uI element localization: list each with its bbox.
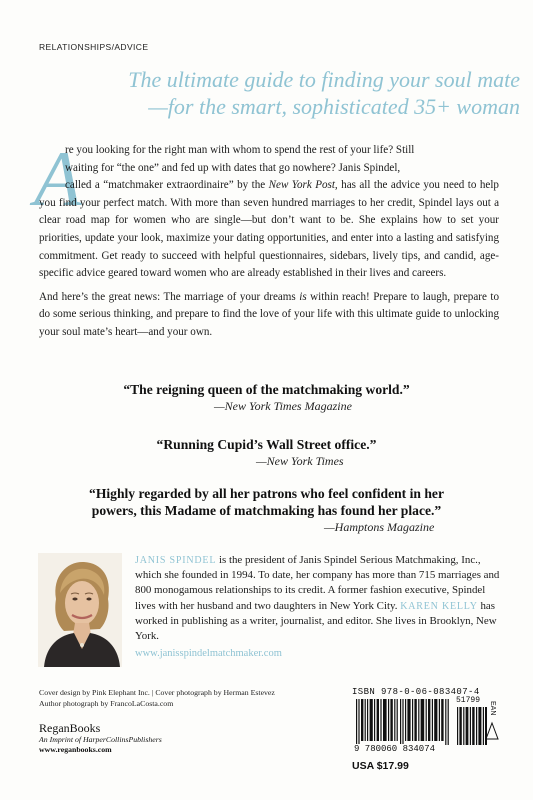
emphasis-text: is (299, 290, 307, 303)
quote-source: —New York Times Magazine (214, 399, 352, 413)
author-website-link[interactable]: www.janisspindelmatchmaker.com (135, 648, 282, 660)
body-line-text: called a “matchmaker extraordinaire” by the (65, 179, 266, 192)
body-line: re you looking for the right man with whom to spend the rest of your life? Still (65, 144, 415, 156)
ean-barcode (354, 699, 454, 745)
cover-credit: Cover design by Pink Elephant Inc. | Cover photograph by Herman Estevez (39, 688, 275, 697)
author-name-janis: JANIS SPINDEL (135, 555, 217, 566)
quote-3 (0, 485, 533, 535)
quote-text: “Running Cupid’s Wall Street office.” (156, 437, 377, 452)
quote-1 (0, 381, 533, 414)
quote-text: “Highly regarded by all her patrons who feel confident in her (89, 486, 444, 501)
addon-digits: 51799 (456, 696, 481, 705)
author-bio (135, 553, 500, 661)
body-line (39, 179, 420, 191)
body-line: waiting for “the one” and fed up with dates that go nowhere? Janis Spindel, (65, 161, 401, 174)
quote-source: —Hamptons Magazine (324, 520, 435, 534)
quote-text: “The reigning queen of the matchmaking world.” (123, 382, 410, 397)
body-paragraph-1 (39, 142, 499, 283)
quote-source: —New York Times (256, 454, 344, 468)
body-copy (39, 142, 499, 342)
category-label: RELATIONSHIPS/ADVICE (39, 42, 149, 52)
body-line-text: has all the advice (337, 179, 420, 192)
credits (39, 687, 275, 709)
body-text: And here’s the great news: The marriage of your dreams (39, 290, 300, 303)
publisher-block (39, 721, 162, 755)
publisher-name: ReganBooks (39, 721, 101, 735)
drop-cap: A (34, 135, 82, 222)
arrow-mark-icon (484, 721, 500, 743)
body-paragraph-2 (39, 289, 499, 342)
ean-label: EAN (489, 701, 496, 716)
headline (60, 66, 520, 120)
author-name-karen: KAREN KELLY (400, 600, 478, 612)
body-text-rest: you need to help you find your perfect match. With more than seven hundred marriages to her credit, Spindel lays out a clear road map for women who are single—but don’t want to be. She explains how to set your priorities, update your look, maximize your dating opportunities, and enter into a lasting and satisfying commitment. Get ready to succeed with helpful questionnaires, sidebars, lively tips, and candid, age-specific advice geared toward women who are already established in their lives and careers. (39, 179, 499, 280)
barcode-area (352, 687, 502, 779)
author-bio-text: has worked in publishing as a writer, journalist, and editor. She lives in Brooklyn, New York. (135, 599, 497, 643)
isbn-text: ISBN 978-0-06-083407-4 (352, 687, 480, 697)
publisher-imprint: An Imprint of HarperCollinsPublishers (39, 735, 162, 744)
author-photo (38, 553, 122, 667)
publication-name: New York Post, (268, 179, 338, 192)
photo-credit: Author photograph by FrancoLaCosta.com (39, 699, 174, 708)
body-text: within reach! Prepare to laugh, prepare to do some serious thinking, and prepare to find the love of your life with this ultimate guide to unlocking your soul mate’s heart—and your own. (39, 290, 499, 338)
headline-line-2: —for the smart, sophisticated 35+ woman (148, 94, 520, 119)
quote-2 (0, 436, 533, 469)
barcode-digits: 9 780060 834074 (354, 744, 436, 754)
quote-text: powers, this Madame of matchmaking has found her place.” (91, 503, 442, 518)
headline-line-1: The ultimate guide to finding your soul mate (128, 67, 520, 92)
publisher-website[interactable]: www.reganbooks.com (39, 745, 112, 754)
author-portrait-image (38, 553, 122, 667)
price-label: USA $17.99 (352, 760, 409, 772)
author-bio-text: is the president of Janis Spindel Serious Matchmaking, Inc., which she founded in 1994. To date, her company has more than 715 marriages and 800 monogamous relationships to its credit. A former fashion executive, Spindel lives with her husband and two daughters in New York City. (135, 554, 500, 612)
